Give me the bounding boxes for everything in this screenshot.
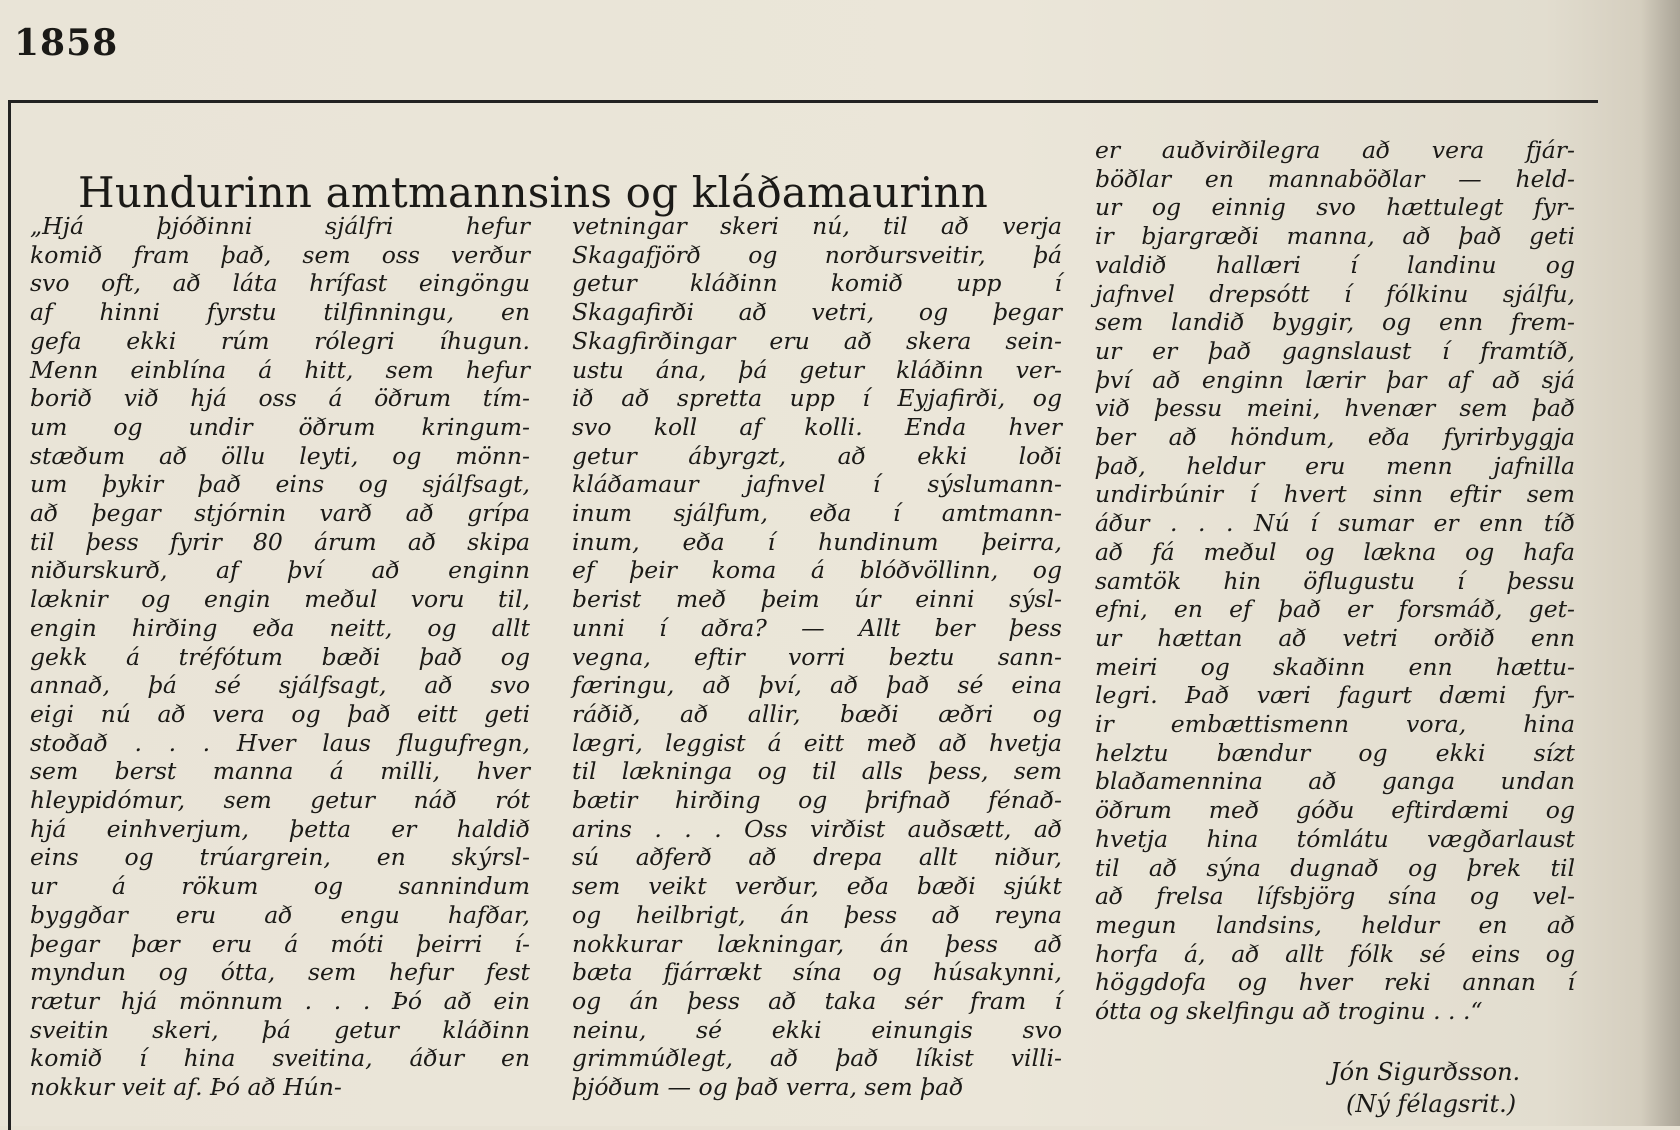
text-line: ráðið, að allir, bæði æðri og — [572, 699, 1062, 728]
text-line: byggðar eru að engu hafðar, — [30, 900, 530, 929]
text-line: öðrum með góðu eftirdæmi og — [1095, 796, 1575, 825]
text-line: blaðamennina að ganga undan — [1095, 767, 1575, 796]
text-line: komið fram það, sem oss verður — [30, 240, 530, 269]
text-line: stæðum að öllu leyti, og mönn- — [30, 441, 530, 470]
text-line: megun landsins, heldur en að — [1095, 910, 1575, 939]
text-line: til lækninga og til alls þess, sem — [572, 757, 1062, 786]
text-line: til að sýna dugnað og þrek til — [1095, 853, 1575, 882]
text-line: „Hjá þjóðinni sjálfri hefur — [30, 212, 530, 240]
text-line: horfa á, að allt fólk sé eins og — [1095, 939, 1575, 968]
text-line: Menn einblína á hitt, sem hefur — [30, 355, 530, 384]
text-line: að þegar stjórnin varð að grípa — [30, 499, 530, 528]
text-line: samtök hin öflugustu í þessu — [1095, 566, 1575, 595]
text-line: því að enginn lærir þar af að sjá — [1095, 365, 1575, 394]
article-title: Hundurinn amtmannsins og kláðamaurinn — [78, 168, 988, 218]
text-line: eins og trúargrein, en skýrsl- — [30, 843, 530, 872]
text-line: er auðvirðilegra að vera fjár- — [1095, 136, 1575, 164]
text-line: böðlar en mannaböðlar — held- — [1095, 164, 1575, 193]
text-line: svo oft, að láta hrífast eingöngu — [30, 269, 530, 298]
text-line: til þess fyrir 80 árum að skipa — [30, 527, 530, 556]
text-line: svo koll af kolli. Enda hver — [572, 412, 1062, 441]
page-gutter-shadow — [1640, 0, 1680, 1126]
text-line: bætir hirðing og þrifnað fénað- — [572, 786, 1062, 815]
text-line: bæta fjárrækt sína og húsakynni, — [572, 958, 1062, 987]
text-line: þjóðum — og það verra, sem það — [572, 1073, 964, 1102]
text-line: lægri, leggist á eitt með að hvetja — [572, 728, 1062, 757]
text-line: og án þess að taka sér fram í — [572, 986, 1062, 1015]
text-line: vegna, eftir vorri beztu sann- — [572, 642, 1062, 671]
text-line: Skagfirðingar eru að skera sein- — [572, 326, 1062, 355]
text-line: það, heldur eru menn jafnilla — [1095, 451, 1575, 480]
text-line: hjá einhverjum, þetta er haldið — [30, 814, 530, 843]
text-line: jafnvel drepsótt í fólkinu sjálfu, — [1095, 279, 1575, 308]
text-line: hleypidómur, sem getur náð rót — [30, 786, 530, 815]
text-line: borið við hjá oss á öðrum tím- — [30, 384, 530, 413]
author-signature: Jón Sigurðsson. — [1330, 1058, 1521, 1086]
text-line: arins . . . Oss virðist auðsætt, að — [572, 814, 1062, 843]
text-line: getur ábyrgzt, að ekki loði — [572, 441, 1062, 470]
text-line: gekk á tréfótum bæði það og — [30, 642, 530, 671]
text-line: rætur hjá mönnum . . . Þó að ein — [30, 986, 530, 1015]
text-line: eigi nú að vera og það eitt geti — [30, 699, 530, 728]
text-line: niðurskurð, af því að enginn — [30, 556, 530, 585]
text-line: ustu ána, þá getur kláðinn ver- — [572, 355, 1062, 384]
text-line: höggdofa og hver reki annan í — [1095, 968, 1575, 997]
text-line: unni í aðra? — Allt ber þess — [572, 613, 1062, 642]
text-line: meiri og skaðinn enn hættu- — [1095, 652, 1575, 681]
article-column-1 — [30, 212, 530, 1102]
text-line: vetningar skeri nú, til að verja — [572, 212, 1062, 240]
text-line: getur kláðinn komið upp í — [572, 269, 1062, 298]
text-line: ótta og skelfingu að troginu . . .“ — [1095, 997, 1483, 1026]
text-line: inum sjálfum, eða í amtmann- — [572, 499, 1062, 528]
text-line: efni, en ef það er forsmáð, get- — [1095, 595, 1575, 624]
text-line: sem veikt verður, eða bæði sjúkt — [572, 872, 1062, 901]
text-line: ur er það gagnslaust í framtíð, — [1095, 336, 1575, 365]
text-line: og heilbrigt, án þess að reyna — [572, 900, 1062, 929]
text-line: við þessu meini, hvenær sem það — [1095, 394, 1575, 423]
text-line: sú aðferð að drepa allt niður, — [572, 843, 1062, 872]
text-line: að fá meðul og lækna og hafa — [1095, 537, 1575, 566]
text-line: helztu bændur og ekki sízt — [1095, 738, 1575, 767]
source-citation: (Ný félagsrit.) — [1346, 1090, 1517, 1118]
text-line: ur hættan að vetri orðið enn — [1095, 623, 1575, 652]
text-line: kláðamaur jafnvel í sýslumann- — [572, 470, 1062, 499]
page-year: 1858 — [14, 22, 119, 64]
text-line: gefa ekki rúm rólegri íhugun. — [30, 326, 530, 355]
text-line: Skagafirði að vetri, og þegar — [572, 298, 1062, 327]
article-column-3 — [1095, 136, 1575, 1026]
text-line: annað, þá sé sjálfsagt, að svo — [30, 671, 530, 700]
text-line: neinu, sé ekki einungis svo — [572, 1015, 1062, 1044]
text-line: legri. Það væri fagurt dæmi fyr- — [1095, 681, 1575, 710]
text-line: læknir og engin meðul voru til, — [30, 585, 530, 614]
text-line: nokkur veit af. Þó að Hún- — [30, 1073, 342, 1102]
text-line: komið í hina sveitina, áður en — [30, 1044, 530, 1073]
text-line: um þykir það eins og sjálfsagt, — [30, 470, 530, 499]
text-line: ber að höndum, eða fyrirbyggja — [1095, 423, 1575, 452]
text-line: valdið hallæri í landinu og — [1095, 250, 1575, 279]
text-line: engin hirðing eða neitt, og allt — [30, 613, 530, 642]
text-line: grimmúðlegt, að það líkist villi- — [572, 1044, 1062, 1073]
text-line: þegar þær eru á móti þeirri í- — [30, 929, 530, 958]
text-line: inum, eða í hundinum þeirra, — [572, 527, 1062, 556]
text-line: sem berst manna á milli, hver — [30, 757, 530, 786]
text-line: berist með þeim úr einni sýsl- — [572, 585, 1062, 614]
text-line: að frelsa lífsbjörg sína og vel- — [1095, 882, 1575, 911]
text-line: ir bjargræði manna, að það geti — [1095, 222, 1575, 251]
text-line: stoðað . . . Hver laus flugufregn, — [30, 728, 530, 757]
text-line: Skagafjörð og norðursveitir, þá — [572, 240, 1062, 269]
text-line: ir embættismenn vora, hina — [1095, 710, 1575, 739]
text-line: af hinni fyrstu tilfinningu, en — [30, 298, 530, 327]
article-column-2 — [572, 212, 1062, 1102]
text-line: sveitin skeri, þá getur kláðinn — [30, 1015, 530, 1044]
text-line: færingu, að því, að það sé eina — [572, 671, 1062, 700]
text-line: áður . . . Nú í sumar er enn tíð — [1095, 509, 1575, 538]
text-line: ið að spretta upp í Eyjafirði, og — [572, 384, 1062, 413]
text-line: hvetja hina tómlátu vægðarlaust — [1095, 824, 1575, 853]
text-line: ur og einnig svo hættulegt fyr- — [1095, 193, 1575, 222]
text-line: ef þeir koma á blóðvöllinn, og — [572, 556, 1062, 585]
text-line: undirbúnir í hvert sinn eftir sem — [1095, 480, 1575, 509]
text-line: sem landið byggir, og enn frem- — [1095, 308, 1575, 337]
text-line: ur á rökum og sannindum — [30, 872, 530, 901]
text-line: myndun og ótta, sem hefur fest — [30, 958, 530, 987]
text-line: nokkurar lækningar, án þess að — [572, 929, 1062, 958]
text-line: um og undir öðrum kringum- — [30, 412, 530, 441]
